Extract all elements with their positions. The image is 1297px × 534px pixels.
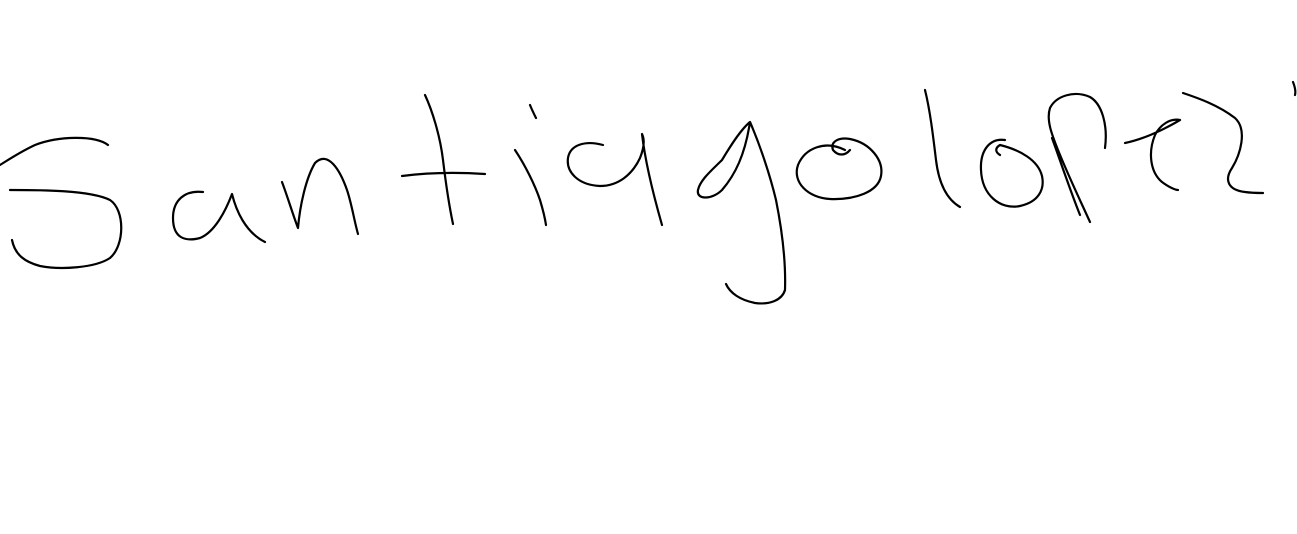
stroke-letter-l bbox=[925, 90, 960, 207]
stroke-letter-a bbox=[173, 192, 265, 242]
stroke-letter-a2 bbox=[568, 134, 662, 225]
stroke-letter-o bbox=[797, 139, 882, 200]
stroke-letter-o2 bbox=[981, 140, 1043, 207]
stroke-letter-e bbox=[1125, 120, 1180, 190]
stroke-letter-p bbox=[1049, 94, 1106, 222]
stroke-letter-n bbox=[282, 159, 358, 234]
stroke-letter-t bbox=[402, 95, 485, 224]
stroke-letter-s bbox=[0, 138, 121, 268]
stroke-letter-g bbox=[698, 122, 785, 303]
stroke-letter-i bbox=[515, 105, 546, 225]
stroke-letter-z bbox=[1183, 82, 1295, 193]
